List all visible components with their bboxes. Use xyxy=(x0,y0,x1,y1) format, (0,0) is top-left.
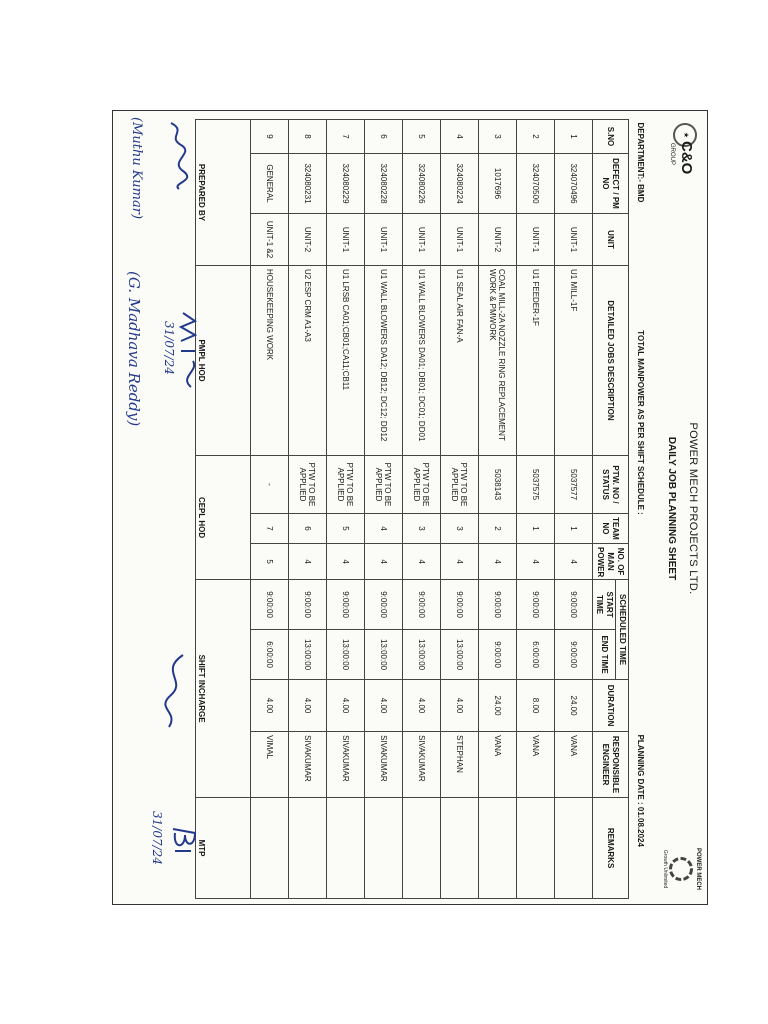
cell-unit: UNIT-1 xyxy=(365,214,403,266)
cell-defect: 324080229 xyxy=(327,154,365,214)
cell-defect: 324080228 xyxy=(365,154,403,214)
cell-end: 13:00:00 xyxy=(365,630,403,680)
cell-duration: 24.00 xyxy=(555,680,593,732)
company-name: POWER MECH PROJECTS LTD. xyxy=(687,422,699,595)
cell-manpower: 4 xyxy=(403,544,441,580)
cell-description: U1 LRSB CA01;CB01;CA11;CB11 xyxy=(327,266,365,456)
cell-duration: 4.00 xyxy=(251,680,289,732)
cell-team: 5 xyxy=(327,514,365,544)
table-row xyxy=(251,120,289,899)
col-scheduled: SCHEDULED TIME xyxy=(616,580,629,680)
logo-text: C&O xyxy=(678,141,695,175)
info-row xyxy=(629,120,654,899)
cell-unit: UNIT-1 xyxy=(517,214,555,266)
cell-remarks xyxy=(555,798,593,899)
cell-defect: 324080231 xyxy=(289,154,327,214)
cell-engineer: SIVAKUMAR xyxy=(403,732,441,798)
mtp: MTP xyxy=(196,798,251,899)
col-ptw: PTW. NO / STATUS xyxy=(593,456,629,514)
planning-date-value: : 01.08.2024 xyxy=(636,801,646,847)
cell-duration: 4.00 xyxy=(441,680,479,732)
cell-unit: UNIT-1 xyxy=(441,214,479,266)
cell-manpower: 4 xyxy=(365,544,403,580)
cell-engineer: SIVAKUMAR xyxy=(289,732,327,798)
cell-defect: GENERAL xyxy=(251,154,289,214)
cell-remarks xyxy=(403,798,441,899)
table-body xyxy=(251,120,593,899)
cell-team: 6 xyxy=(289,514,327,544)
pmpl-date-handwriting: 31/07/24 xyxy=(162,321,176,375)
cell-duration: 24.00 xyxy=(479,680,517,732)
cell-remarks xyxy=(365,798,403,899)
cell-defect: 1017696 xyxy=(479,154,517,214)
cell-sno: 3 xyxy=(479,120,517,154)
table-row xyxy=(365,120,403,899)
planning-date xyxy=(629,732,654,899)
cell-team: 1 xyxy=(517,514,555,544)
cell-unit: UNIT-2 xyxy=(289,214,327,266)
cell-description: U1 WALL BLOWERS DA01; DB01; DC01; DD01 xyxy=(403,266,441,456)
table-row xyxy=(517,120,555,899)
cell-defect: 324080226 xyxy=(403,154,441,214)
cell-start: 9:00:00 xyxy=(365,580,403,630)
col-remarks: REMARKS xyxy=(593,798,629,899)
sheet-title: DAILY JOB PLANNING SHEET xyxy=(666,436,677,581)
cell-duration: 8.00 xyxy=(517,680,555,732)
planning-date-label: PLANNING DATE xyxy=(636,734,646,800)
cell-start: 9:00:00 xyxy=(555,580,593,630)
cell-duration: 4.00 xyxy=(403,680,441,732)
cell-end: 6:00:00 xyxy=(251,630,289,680)
cell-engineer: VIMAL xyxy=(251,732,289,798)
cell-engineer: STEPHAN xyxy=(441,732,479,798)
cell-end: 9:00:00 xyxy=(479,630,517,680)
cell-start: 9:00:00 xyxy=(479,580,517,630)
table-row xyxy=(441,120,479,899)
cell-ptw: 5037577 xyxy=(555,456,593,514)
cell-ptw: PTW TO BE APPLIED xyxy=(441,456,479,514)
cepl-hod: CEPL HOD xyxy=(196,456,251,580)
cell-team: 4 xyxy=(365,514,403,544)
cell-manpower: 4 xyxy=(441,544,479,580)
table-row xyxy=(327,120,365,899)
col-description: DETAILED JOBS DESCRIPTION xyxy=(593,266,629,456)
cell-team: 2 xyxy=(479,514,517,544)
cell-remarks xyxy=(441,798,479,899)
cell-manpower: 4 xyxy=(289,544,327,580)
cell-end: 9:00:00 xyxy=(555,630,593,680)
col-unit: UNIT xyxy=(593,214,629,266)
cell-description: U2 ESP CRM A1-A3 xyxy=(289,266,327,456)
cell-engineer: VANA xyxy=(555,732,593,798)
cell-remarks xyxy=(289,798,327,899)
cell-description: HOUSEKEEPING WORK xyxy=(251,266,289,456)
shift-incharge: SHIFT INCHARGE xyxy=(196,580,251,798)
cell-engineer: SIVAKUMAR xyxy=(365,732,403,798)
cell-end: 13:00:00 xyxy=(289,630,327,680)
cell-end: 13:00:00 xyxy=(327,630,365,680)
table-row xyxy=(479,120,517,899)
col-start: START TIME xyxy=(593,580,616,630)
power-mech-logo xyxy=(655,842,701,896)
cell-unit: UNIT-2 xyxy=(479,214,517,266)
cell-description: U1 FEEDER-1F xyxy=(517,266,555,456)
cell-defect: 324070496 xyxy=(555,154,593,214)
sheet-header xyxy=(653,119,703,898)
cell-duration: 4.00 xyxy=(365,680,403,732)
gear-icon xyxy=(669,857,693,881)
column-header-row xyxy=(616,120,629,899)
pmpl-signature xyxy=(173,311,199,391)
cell-unit: UNIT-1 xyxy=(403,214,441,266)
logo-right-tagline: Growth Unlimited xyxy=(662,849,668,889)
mtp-signature xyxy=(167,823,197,863)
cell-team: 3 xyxy=(403,514,441,544)
cell-start: 9:00:00 xyxy=(289,580,327,630)
cell-ptw: PTW TO BE APPLIED xyxy=(365,456,403,514)
mtp-date-handwriting: 31/07/24 xyxy=(150,811,164,865)
cell-unit: UNIT-1 xyxy=(327,214,365,266)
cell-sno: 5 xyxy=(403,120,441,154)
col-defect: DEFECT / PM NO xyxy=(593,154,629,214)
cell-team: 1 xyxy=(555,514,593,544)
cell-manpower: 4 xyxy=(555,544,593,580)
cell-remarks xyxy=(517,798,555,899)
col-team: TEAM NO xyxy=(593,514,629,544)
cell-remarks xyxy=(479,798,517,899)
cell-engineer: SIVAKUMAR xyxy=(327,732,365,798)
col-manpower: NO. OF MAN POWER xyxy=(593,544,629,580)
cell-remarks xyxy=(327,798,365,899)
col-engineer: RESPONSIBLE ENGINEER xyxy=(593,732,629,798)
cell-sno: 2 xyxy=(517,120,555,154)
cell-ptw: PTW TO BE APPLIED xyxy=(403,456,441,514)
cell-sno: 8 xyxy=(289,120,327,154)
signature-row xyxy=(196,120,251,899)
cell-description: COAL MILL-2A NOZZLE RING REPLACEMENT WORK & PMWORK xyxy=(479,266,517,456)
cell-start: 9:00:00 xyxy=(441,580,479,630)
cell-manpower: 4 xyxy=(327,544,365,580)
cell-defect: 324080224 xyxy=(441,154,479,214)
logo-right-title: POWER MECH xyxy=(695,848,701,890)
table-row xyxy=(403,120,441,899)
cell-ptw: PTW TO BE APPLIED xyxy=(289,456,327,514)
prepared-by: PREPARED BY xyxy=(196,120,251,266)
cell-end: 13:00:00 xyxy=(441,630,479,680)
col-sno: S.NO xyxy=(593,120,629,154)
cell-remarks xyxy=(251,798,289,899)
rotated-sheet-content xyxy=(113,111,709,906)
cell-sno: 7 xyxy=(327,120,365,154)
cell-ptw: PTW TO BE APPLIED xyxy=(327,456,365,514)
cell-ptw: 5037575 xyxy=(517,456,555,514)
table-row xyxy=(555,120,593,899)
cell-engineer: VANA xyxy=(479,732,517,798)
cell-start: 9:00:00 xyxy=(517,580,555,630)
cell-sno: 9 xyxy=(251,120,289,154)
cell-engineer: VANA xyxy=(517,732,555,798)
pmpl-name-handwriting: (G. Madhava Reddy) xyxy=(125,271,143,427)
cell-start: 9:00:00 xyxy=(251,580,289,630)
cell-sno: 6 xyxy=(365,120,403,154)
document-page xyxy=(112,110,708,905)
cell-description: U1 WALL BLOWERS DA12; DB12; DC12; DD12 xyxy=(365,266,403,456)
cell-description: U1 SEAL AIR FAN-A xyxy=(441,266,479,456)
job-planning-table xyxy=(195,119,653,899)
cell-team: 7 xyxy=(251,514,289,544)
cell-end: 13:00:00 xyxy=(403,630,441,680)
cell-sno: 4 xyxy=(441,120,479,154)
col-end: END TIME xyxy=(593,630,616,680)
cell-start: 9:00:00 xyxy=(403,580,441,630)
cell-description: U1 MILL-1F xyxy=(555,266,593,456)
col-duration: DURATION xyxy=(593,680,629,732)
cell-sno: 1 xyxy=(555,120,593,154)
cell-ptw: - xyxy=(251,456,289,514)
cell-team: 3 xyxy=(441,514,479,544)
pmpl-hod: PMPL HOD xyxy=(196,266,251,456)
cell-start: 9:00:00 xyxy=(327,580,365,630)
prepared-signature xyxy=(161,121,189,191)
shift-incharge-signature xyxy=(155,651,189,731)
cell-manpower: 4 xyxy=(517,544,555,580)
manpower-label: TOTAL MANPOWER AS PER SHIFT SCHEDULE : xyxy=(629,266,654,580)
logo-subtext: GROUP xyxy=(669,143,675,166)
cell-end: 6:00:00 xyxy=(517,630,555,680)
cell-manpower: 5 xyxy=(251,544,289,580)
seal-icon: ★ xyxy=(673,123,697,147)
cell-duration: 4.00 xyxy=(289,680,327,732)
cell-manpower: 4 xyxy=(479,544,517,580)
cell-defect: 324070500 xyxy=(517,154,555,214)
table-row xyxy=(289,120,327,899)
cell-duration: 4.00 xyxy=(327,680,365,732)
cell-unit: UNIT-1 &2 xyxy=(251,214,289,266)
cell-ptw: 5038143 xyxy=(479,456,517,514)
cell-unit: UNIT-1 xyxy=(555,214,593,266)
prepared-name-handwriting: (Muthu Kumar) xyxy=(129,117,144,220)
department-label: DEPARTMENT:- BMD xyxy=(629,120,654,266)
